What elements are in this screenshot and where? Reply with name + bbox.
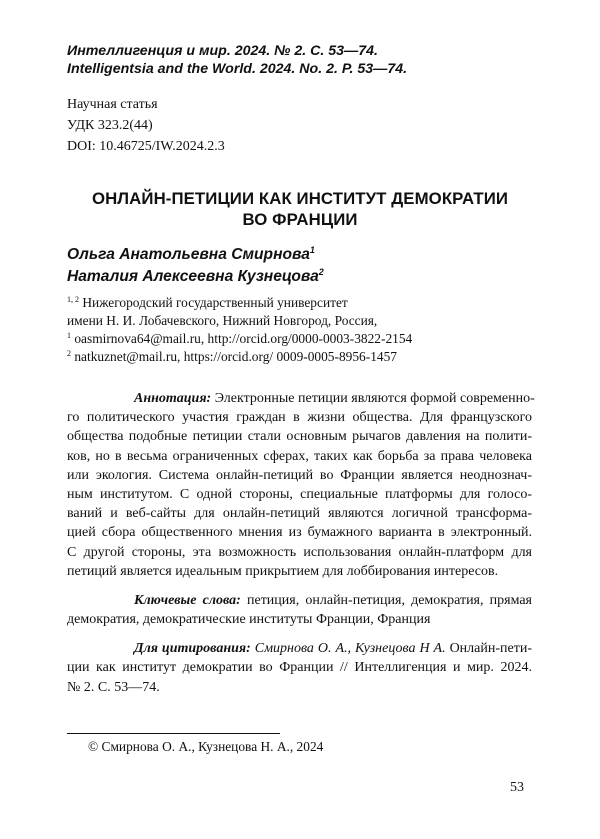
- author-2-contact-line: [67, 348, 412, 366]
- affiliation-line-1: [67, 294, 412, 312]
- author-2-sup: 2: [318, 267, 324, 277]
- keywords-label: Ключевые слова:: [134, 592, 241, 608]
- journal-citation-ru: Интеллигенция и мир. 2024. № 2. С. 53—74.: [67, 43, 378, 59]
- spacer: [67, 581, 532, 591]
- keywords-line-2: демократия, демократические институты Франции, Франция: [67, 612, 431, 628]
- spacer: [67, 629, 532, 639]
- citation-text-1: Онлайн-пети-: [449, 641, 532, 657]
- abstract-line-1: [67, 389, 535, 408]
- journal-citation-en: Intelligentsia and the World. 2024. No. 2. P. 53—74.: [67, 61, 408, 77]
- citation-line-3: № 2. С. 53—74.: [67, 679, 160, 695]
- keywords-text-1: петиция, онлайн-петиция, демократия, прямая: [246, 592, 532, 608]
- keywords-line-1: [67, 591, 532, 610]
- udk-code: УДК 323.2(44): [67, 118, 153, 133]
- abstract-line-2: го политического участия граждан в жизни общества. Для французского: [67, 410, 532, 426]
- authors: [67, 244, 324, 288]
- abstract-line-6: ным институтом. С одной стороны, специальные платформы для голосо-: [67, 486, 532, 502]
- author-1-contact-line: [67, 330, 412, 348]
- doi: DOI: 10.46725/IW.2024.2.3: [67, 139, 225, 154]
- abstract-text-1: Электронные петиции являются формой современно-: [214, 391, 535, 406]
- affiliation: [67, 294, 412, 366]
- footnote-rule: [67, 733, 280, 734]
- abstract-line-7: ваний и веб-сайты для онлайн-петиций являются логичной трансформа-: [67, 506, 532, 522]
- affiliation-sup: 1, 2: [67, 295, 79, 304]
- article-type: Научная статья: [67, 97, 158, 112]
- title-line-2: ВО ФРАНЦИИ: [242, 210, 358, 229]
- author-2: [67, 266, 324, 288]
- article-title: [40, 188, 560, 230]
- author-2-name: Наталия Алексеевна Кузнецова: [67, 268, 319, 285]
- citation-line-1: [67, 639, 532, 658]
- title-line-1: ОНЛАЙН-ПЕТИЦИИ КАК ИНСТИТУТ ДЕМОКРАТИИ: [91, 189, 509, 208]
- page-number: 53: [510, 780, 524, 795]
- abstract-line-4: ков, но в весьма ограниченных сферах, таких как борьба за права человека: [67, 448, 532, 464]
- author-2-contact-sup: 2: [67, 349, 71, 358]
- citation-authors: Смирнова О. А., Кузнецова Н А.: [254, 641, 446, 657]
- copyright: © Смирнова О. А., Кузнецова Н. А., 2024: [88, 739, 324, 754]
- citation-label: Для цитирования:: [134, 641, 251, 657]
- abstract-block: [67, 389, 535, 697]
- citation-line-2: ции как институт демократии во Франции // Интеллигенция и мир. 2024.: [67, 660, 532, 676]
- author-1-sup: 1: [309, 245, 315, 255]
- abstract-line-8: цией сбора общественного мнения из бумажного варианта в электронный.: [67, 525, 532, 541]
- author-1-contact-sup: 1: [67, 331, 71, 340]
- abstract-line-5: или экология. Система онлайн-петиций во Франции является неоднознач-: [67, 467, 532, 483]
- author-2-contact: natkuznet@mail.ru, https://orcid.org/ 0009-0005-8956-1457: [74, 349, 397, 364]
- abstract-label: Аннотация:: [134, 391, 212, 406]
- abstract-line-3: общества подобные петиции стали основным рычагов давления на полити-: [67, 429, 532, 445]
- journal-header: [67, 42, 537, 78]
- author-1-contact: oasmirnova64@mail.ru, http://orcid.org/0000-0003-3822-2154: [74, 331, 413, 346]
- affiliation-line-2: имени Н. И. Лобачевского, Нижний Новгород, Россия,: [67, 313, 378, 328]
- author-1: [67, 244, 324, 266]
- affiliation-university: Нижегородский государственный университет: [82, 295, 348, 310]
- author-1-name: Ольга Анатольевна Смирнова: [67, 246, 310, 263]
- abstract-line-10: петиций является идеальным прикрытием для лоббирования интересов.: [67, 563, 499, 579]
- abstract-line-9: С другой стороны, эта возможность использования онлайн-платформ для: [67, 544, 532, 560]
- article-meta: [67, 94, 225, 157]
